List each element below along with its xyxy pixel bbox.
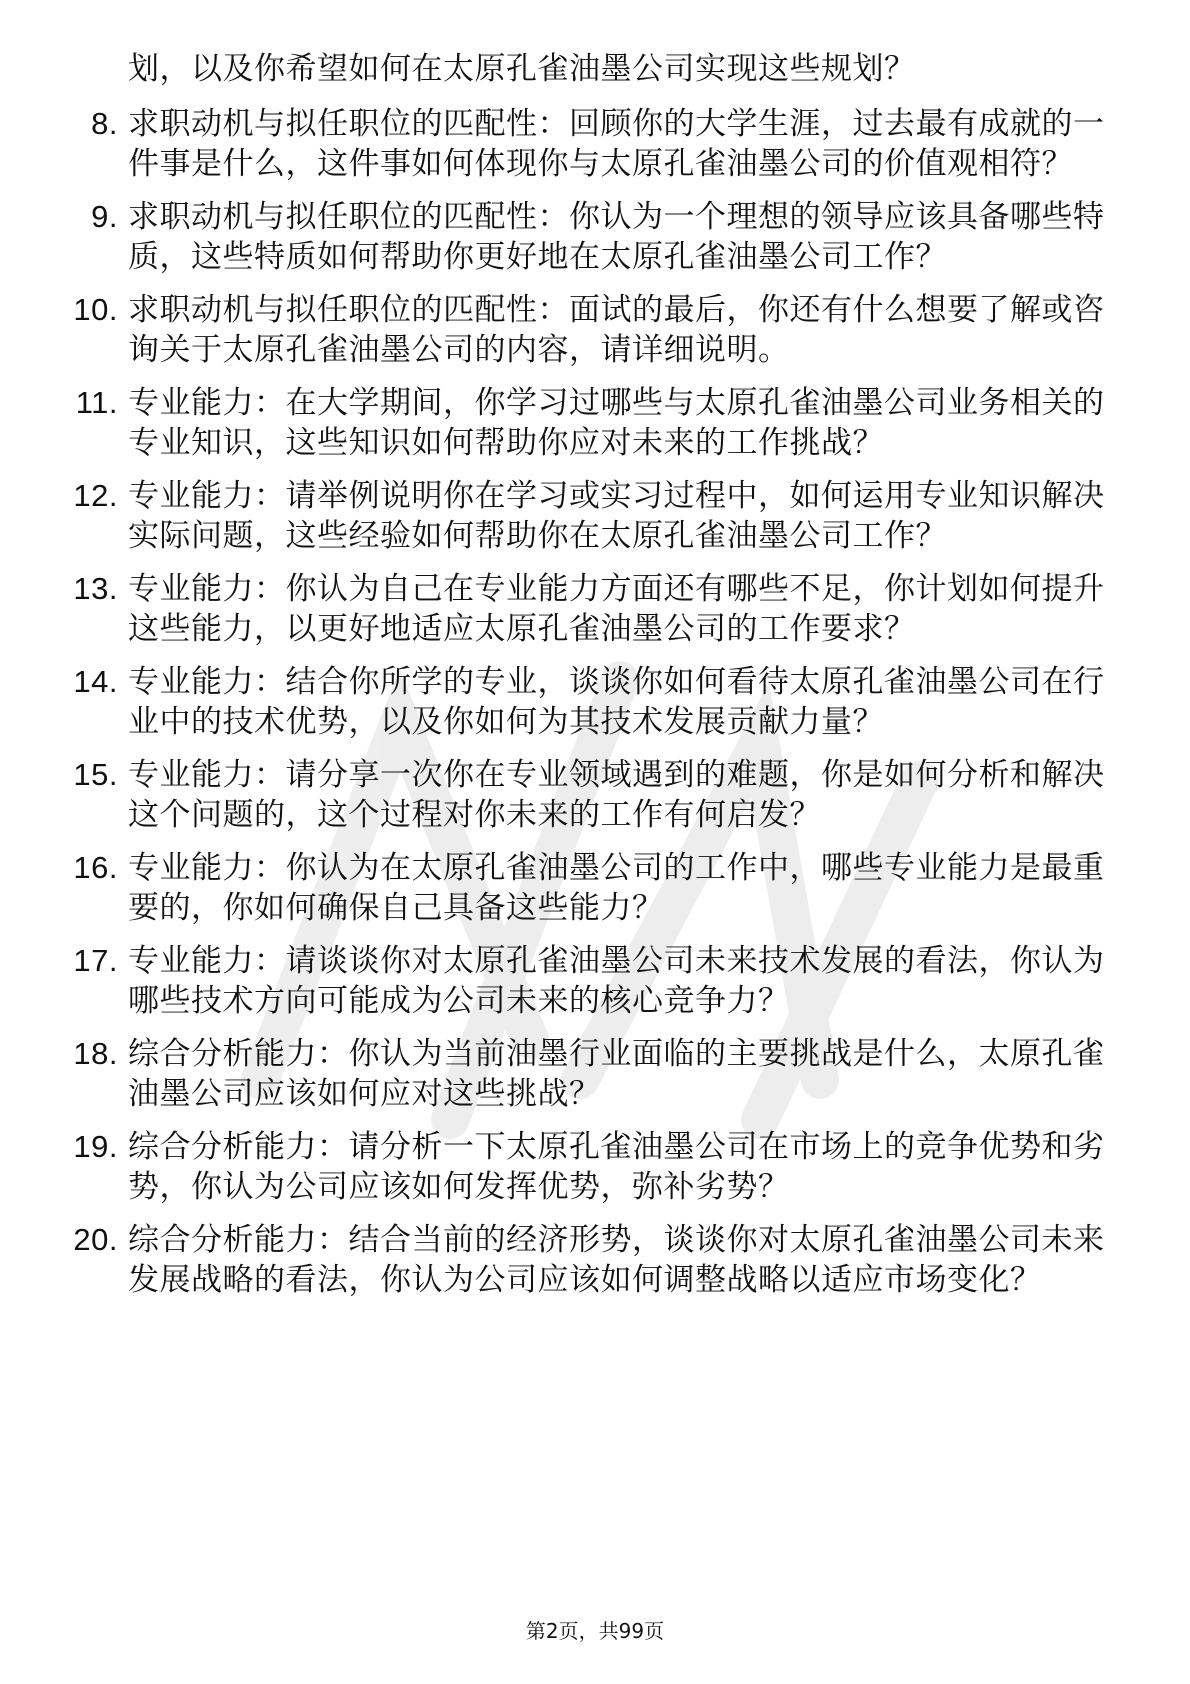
question-text: 专业能力：请举例说明你在学习或实习过程中，如何运用专业知识解决实际问题，这些经验如何帮助你在太原孔雀油墨公司工作？ [128,478,1105,554]
question-text: 专业能力：请分享一次你在专业领域遇到的难题，你是如何分析和解决这个问题的，这个过程对你未来的工作有何启发？ [128,757,1105,833]
question-number: 10. [73,292,118,327]
question-item [60,941,1110,1021]
question-number: 13. [73,571,118,606]
question-text: 求职动机与拟任职位的匹配性：回顾你的大学生涯，过去最有成就的一件事是什么，这件事如何体现你与太原孔雀油墨公司的价值观相符？ [128,106,1105,182]
question-text: 专业能力：请谈谈你对太原孔雀油墨公司未来技术发展的看法，你认为哪些技术方向可能成为公司未来的核心竞争力？ [128,943,1105,1019]
page-number-footer: 第2页，共99页 [525,1619,665,1643]
question-number: 15. [73,757,118,792]
question-text: 综合分析能力：你认为当前油墨行业面临的主要挑战是什么，太原孔雀油墨公司应该如何应对这些挑战？ [128,1036,1105,1112]
question-item [60,104,1110,184]
continuation-text: 划，以及你希望如何在太原孔雀油墨公司实现这些规划？ [128,51,916,87]
question-text: 专业能力：你认为在太原孔雀油墨公司的工作中，哪些专业能力是最重要的，你如何确保自己具备这些能力？ [128,850,1105,926]
question-text: 综合分析能力：请分析一下太原孔雀油墨公司在市场上的竞争优势和劣势，你认为公司应该如何发挥优势，弥补劣势？ [128,1129,1105,1205]
question-number: 19. [73,1129,118,1164]
question-item [60,848,1110,928]
question-item [60,1127,1110,1207]
question-text: 求职动机与拟任职位的匹配性：你认为一个理想的领导应该具备哪些特质，这些特质如何帮助你更好地在太原孔雀油墨公司工作？ [128,199,1105,275]
question-item [60,197,1110,277]
question-item [60,290,1110,370]
question-list [60,104,1110,1300]
question-number: 11. [75,385,118,420]
question-number: 8. [91,106,118,141]
question-number: 12. [73,478,118,513]
question-number: 14. [73,664,118,699]
question-number: 18. [73,1036,118,1071]
question-number: 17. [73,943,118,978]
question-text: 求职动机与拟任职位的匹配性：面试的最后，你还有什么想要了解或咨询关于太原孔雀油墨公司的内容，请详细说明。 [128,292,1105,368]
question-text: 专业能力：结合你所学的专业，谈谈你如何看待太原孔雀油墨公司在行业中的技术优势，以及你如何为其技术发展贡献力量？ [128,664,1105,740]
question-text: 专业能力：在大学期间，你学习过哪些与太原孔雀油墨公司业务相关的专业知识，这些知识如何帮助你应对未来的工作挑战？ [128,385,1105,461]
question-item [60,662,1110,742]
document-content [60,48,1110,1313]
question-item [60,1220,1110,1300]
question-item [60,1034,1110,1114]
question-item [60,476,1110,556]
question-item [60,569,1110,649]
question-number: 16. [73,850,118,885]
question-text: 专业能力：你认为自己在专业能力方面还有哪些不足，你计划如何提升这些能力，以更好地适应太原孔雀油墨公司的工作要求？ [128,571,1105,647]
question-item [60,383,1110,463]
question-number: 9. [91,199,118,234]
question-item [60,755,1110,835]
question-text: 综合分析能力：结合当前的经济形势，谈谈你对太原孔雀油墨公司未来发展战略的看法，你认为公司应该如何调整战略以适应市场变化？ [128,1222,1105,1298]
question-number: 20. [73,1222,118,1257]
